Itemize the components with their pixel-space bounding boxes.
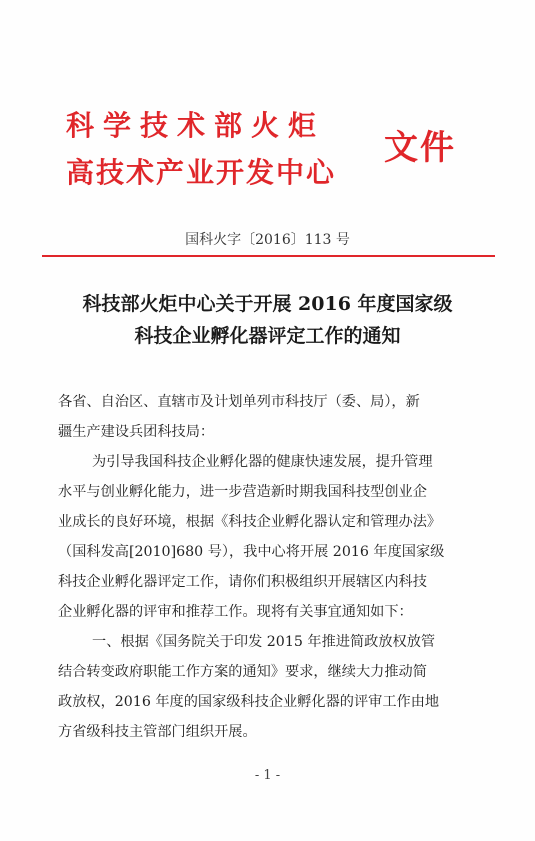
document-number: 国科火字〔2016〕113 号 (185, 232, 350, 248)
body-line: 业成长的良好环境，根据《科技企业孵化器认定和管理办法》 (58, 514, 442, 530)
document-type-label: 文件 (384, 128, 456, 168)
body-line: 方省级科技主管部门组织开展。 (58, 724, 257, 740)
body-line: （国科发高[2010]680 号），我中心将开展 2016 年度国家级 (58, 544, 445, 560)
letterhead (66, 100, 486, 200)
body-line: 水平与创业孵化能力，进一步营造新时期我国科技型创业企 (58, 484, 427, 500)
issuing-org-line-1: 科学技术部火炬 (66, 109, 326, 142)
body-line: 疆生产建设兵团科技局： (58, 424, 215, 440)
body-text (58, 387, 482, 747)
title-line-1: 科技部火炬中心关于开展 2016 年度国家级 (82, 293, 453, 315)
body-line: 结合转变政府职能工作方案的通知》要求，继续大力推动简 (58, 664, 427, 680)
document-title (40, 288, 495, 352)
body-line: 科技企业孵化器评定工作，请你们积极组织开展辖区内科技 (58, 574, 427, 590)
body-line: 政放权，2016 年度的国家级科技企业孵化器的评审工作由地 (58, 694, 440, 710)
body-line: 各省、自治区、直辖市及计划单列市科技厅（委、局），新 (58, 394, 420, 410)
red-divider-rule (42, 255, 495, 257)
issuing-org-line-2: 高技术产业开发中心 (66, 156, 337, 189)
body-line: 企业孵化器的评审和推荐工作。现将有关事宜通知如下： (58, 604, 413, 620)
body-line: 一、根据《国务院关于印发 2015 年推进简政放权放管 (92, 634, 436, 650)
title-line-2: 科技企业孵化器评定工作的通知 (134, 325, 401, 347)
page-number: - 1 - (254, 768, 281, 783)
body-line: 为引导我国科技企业孵化器的健康快速发展，提升管理 (92, 454, 433, 470)
